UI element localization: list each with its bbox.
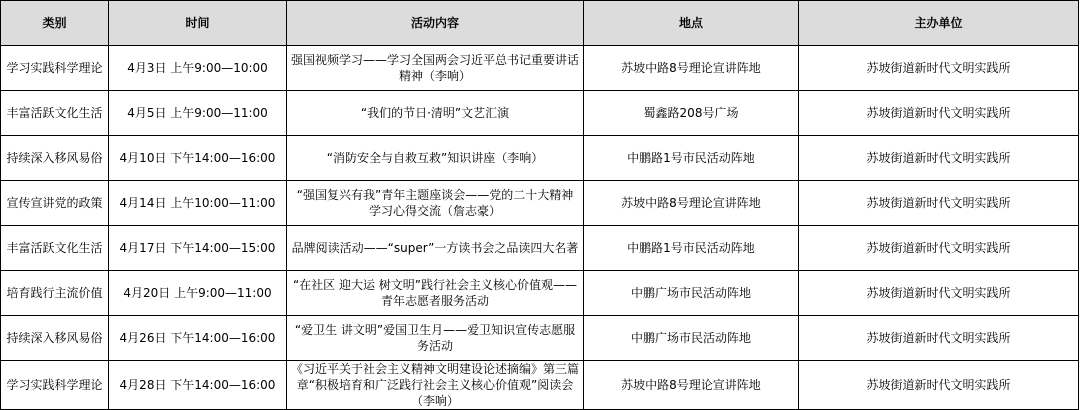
cell-organizer: 苏坡街道新时代文明实践所 [799,226,1079,271]
cell-location: 蜀鑫路208号广场 [584,91,799,136]
cell-organizer: 苏坡街道新时代文明实践所 [799,46,1079,91]
cell-time: 4月3日 上午9:00—10:00 [109,46,287,91]
cell-activity: “我们的节日·清明”文艺汇演 [287,91,584,136]
cell-category: 持续深入移风易俗 [1,316,109,361]
table-row [1,361,1079,410]
cell-time: 4月10日 下午14:00—16:00 [109,136,287,181]
cell-location: 中鹏路1号市民活动阵地 [584,226,799,271]
header-time: 时间 [109,1,287,46]
table-row [1,46,1079,91]
table-row [1,271,1079,316]
table-row [1,136,1079,181]
cell-category: 持续深入移风易俗 [1,136,109,181]
cell-activity: 强国视频学习——学习全国两会习近平总书记重要讲话精神（李响） [287,46,584,91]
header-location: 地点 [584,1,799,46]
cell-category: 丰富活跃文化生活 [1,91,109,136]
table-row [1,181,1079,226]
header-row [1,1,1079,46]
cell-category: 丰富活跃文化生活 [1,226,109,271]
cell-activity: “强国复兴有我”青年主题座谈会——党的二十大精神学习心得交流（詹志豪） [287,181,584,226]
cell-organizer: 苏坡街道新时代文明实践所 [799,136,1079,181]
cell-location: 苏坡中路8号理论宣讲阵地 [584,361,799,410]
cell-activity: 品牌阅读活动——“super”一方读书会之品读四大名著 [287,226,584,271]
cell-category: 宣传宣讲党的政策 [1,181,109,226]
table-row [1,316,1079,361]
table-row [1,226,1079,271]
cell-location: 中鹏广场市民活动阵地 [584,271,799,316]
cell-location: 苏坡中路8号理论宣讲阵地 [584,181,799,226]
header-organizer: 主办单位 [799,1,1079,46]
cell-time: 4月26日 下午14:00—16:00 [109,316,287,361]
cell-location: 中鹏路1号市民活动阵地 [584,136,799,181]
header-category: 类别 [1,1,109,46]
cell-organizer: 苏坡街道新时代文明实践所 [799,181,1079,226]
cell-location: 中鹏广场市民活动阵地 [584,316,799,361]
cell-organizer: 苏坡街道新时代文明实践所 [799,361,1079,410]
cell-activity: “在社区 迎大运 树文明”践行社会主义核心价值观——青年志愿者服务活动 [287,271,584,316]
cell-activity: “消防安全与自救互救”知识讲座（李响） [287,136,584,181]
cell-location: 苏坡中路8号理论宣讲阵地 [584,46,799,91]
cell-category: 学习实践科学理论 [1,46,109,91]
cell-time: 4月20日 上午9:00—11:00 [109,271,287,316]
cell-time: 4月14日 上午10:00—11:00 [109,181,287,226]
cell-time: 4月5日 上午9:00—11:00 [109,91,287,136]
table-row [1,91,1079,136]
cell-activity: 《习近平关于社会主义精神文明建设论述摘编》第三篇章“积极培育和广泛践行社会主义核心价值观”阅读会（李响） [287,361,584,410]
cell-activity: “爱卫生 讲文明”爱国卫生月——爱卫知识宣传志愿服务活动 [287,316,584,361]
header-activity: 活动内容 [287,1,584,46]
cell-organizer: 苏坡街道新时代文明实践所 [799,91,1079,136]
cell-time: 4月28日 下午14:00—16:00 [109,361,287,410]
cell-category: 学习实践科学理论 [1,361,109,410]
cell-organizer: 苏坡街道新时代文明实践所 [799,271,1079,316]
cell-category: 培育践行主流价值 [1,271,109,316]
cell-organizer: 苏坡街道新时代文明实践所 [799,316,1079,361]
cell-time: 4月17日 下午14:00—15:00 [109,226,287,271]
